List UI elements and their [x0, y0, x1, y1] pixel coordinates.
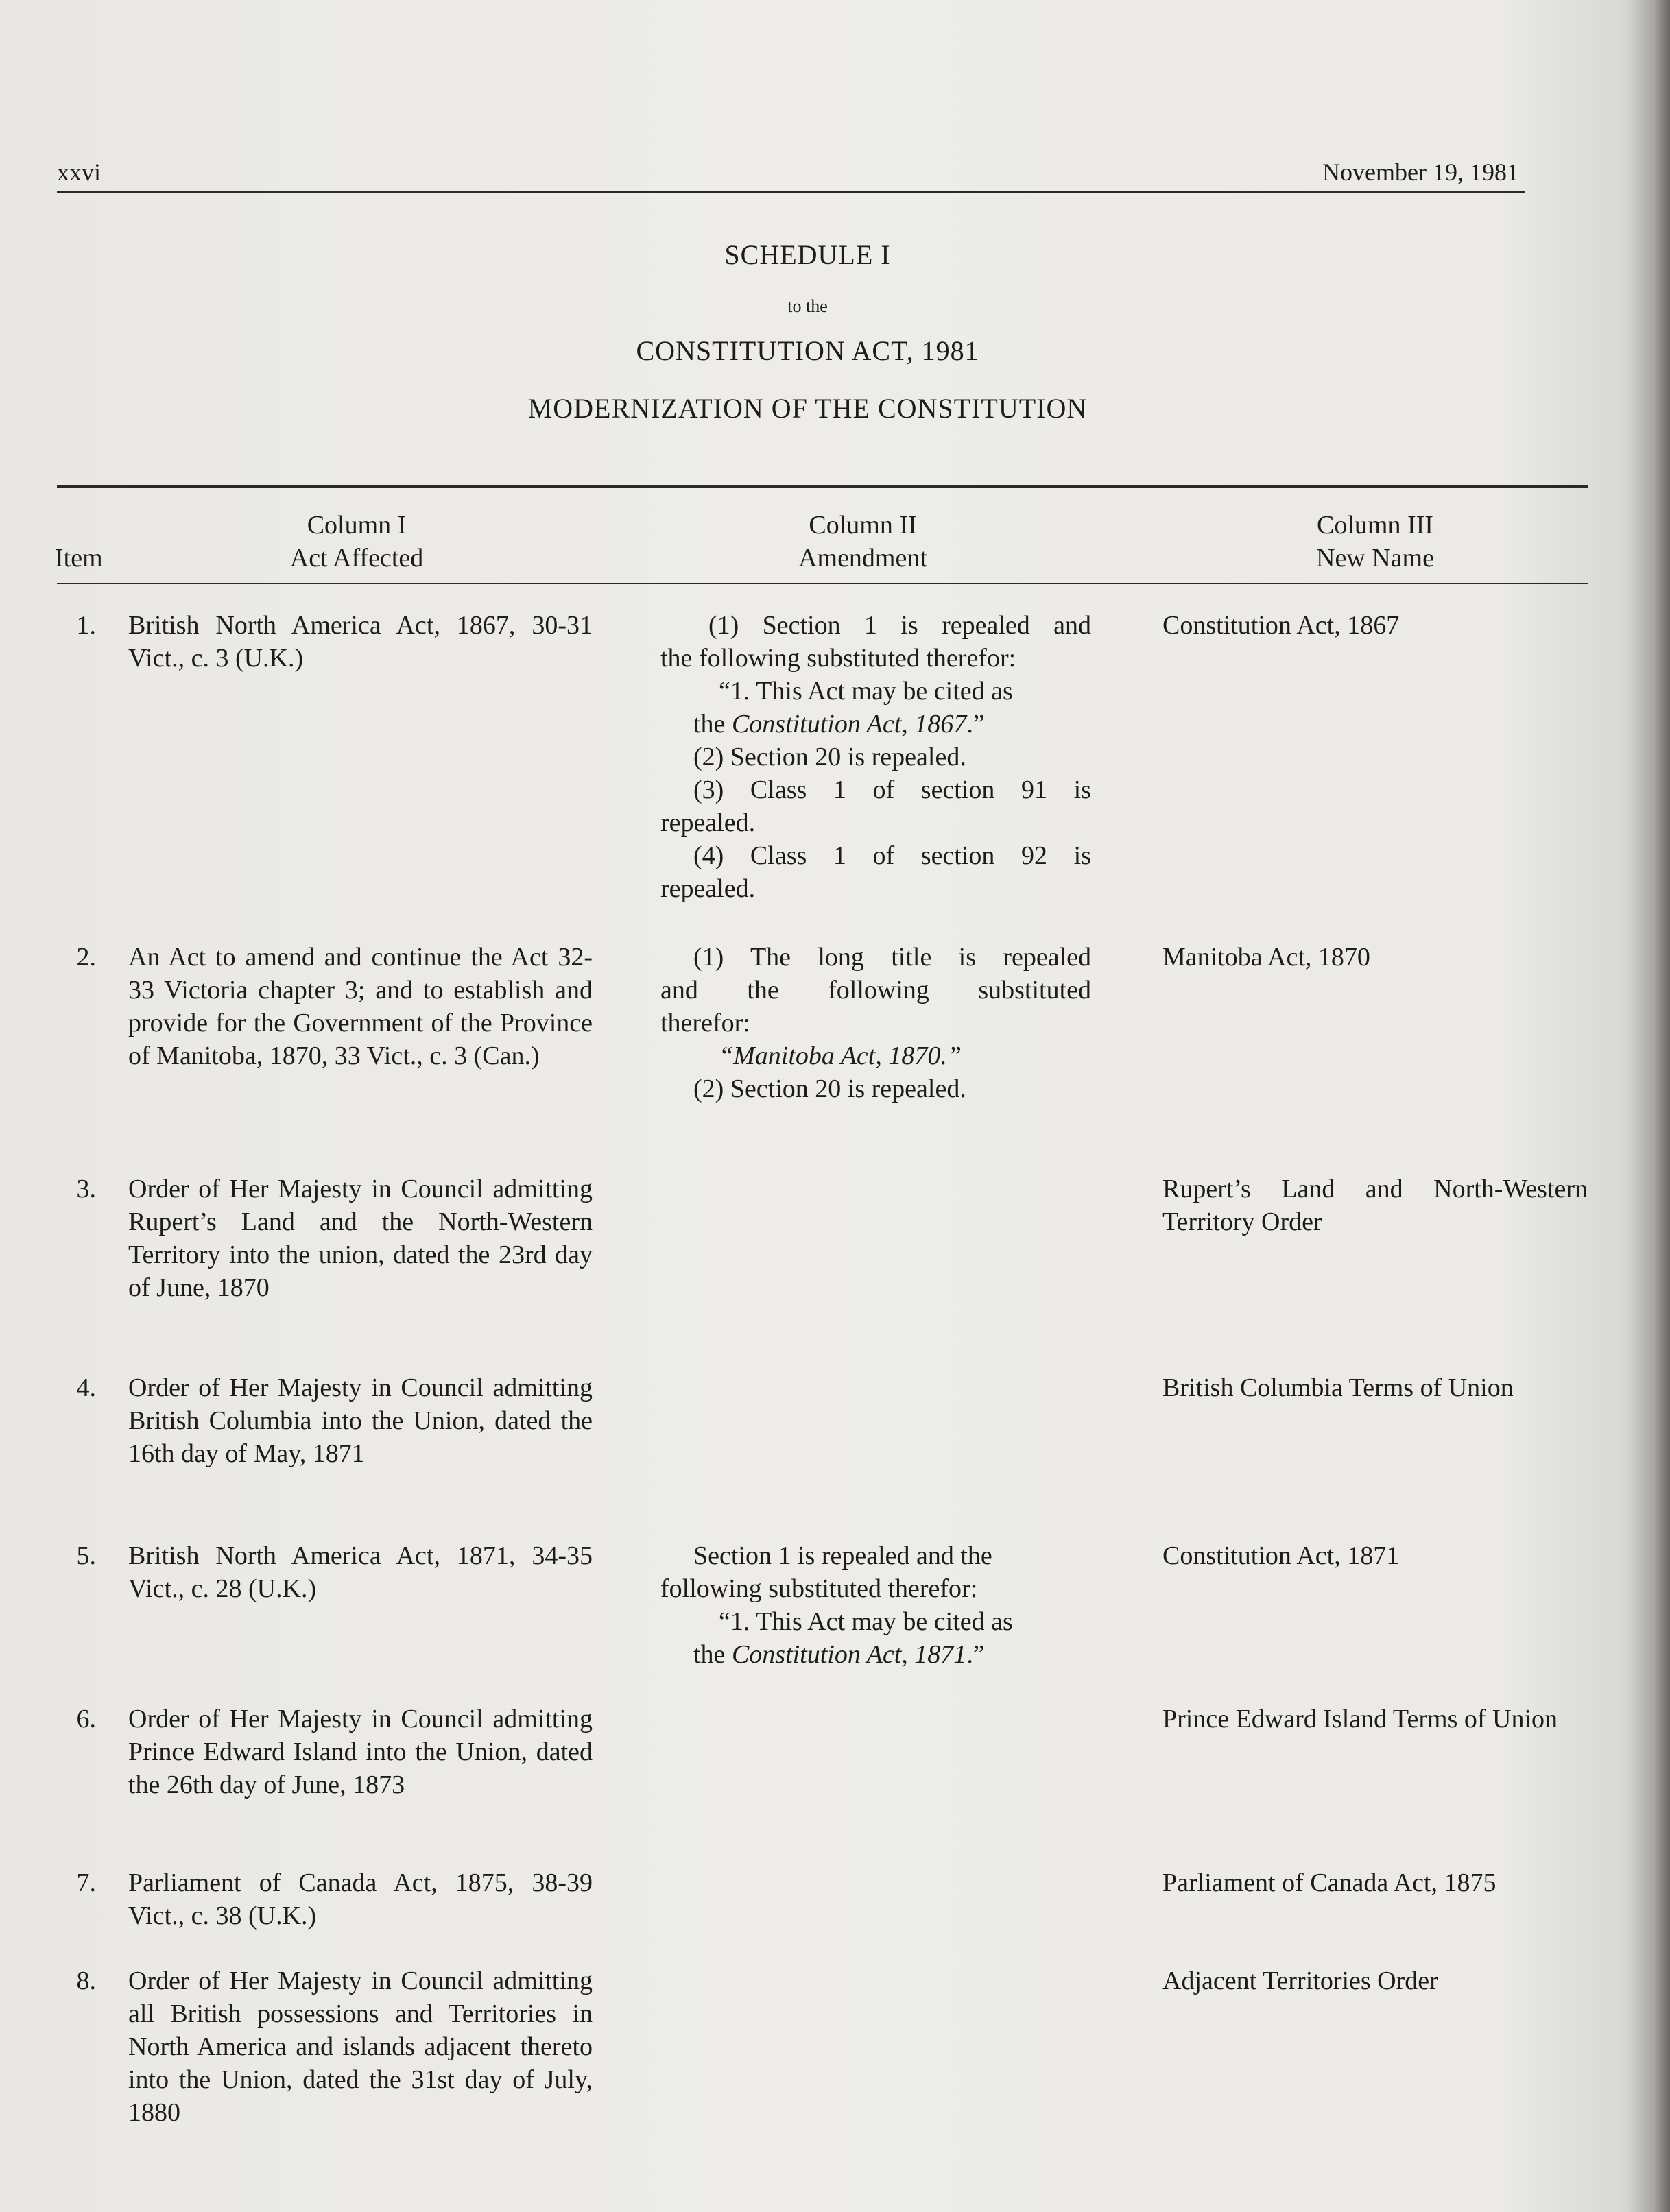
- item-number: 5.: [76, 1541, 96, 1570]
- column-header-label: Column III: [1317, 511, 1433, 540]
- new-name: Rupert’s Land and North-Western Territory Order: [1162, 1175, 1588, 1236]
- amendment-line: therefor:: [660, 1009, 750, 1037]
- new-name: Manitoba Act, 1870: [1162, 943, 1370, 972]
- new-name: British Columbia Terms of Union: [1162, 1373, 1514, 1402]
- amendment-line: [660, 1638, 1091, 1671]
- new-name: Constitution Act, 1871: [1162, 1541, 1400, 1570]
- item-number: 6.: [76, 1705, 96, 1733]
- item-number: 4.: [76, 1373, 96, 1402]
- amendment-line: (2) Section 20 is repealed.: [693, 743, 966, 771]
- amendment-line: [660, 708, 1091, 741]
- column-header-label: New Name: [1316, 544, 1434, 573]
- act-affected: British North America Act, 1867, 30-31 Vict., c. 3 (U.K.): [128, 611, 593, 673]
- column-header-amendment: [760, 509, 966, 575]
- item-number: 1.: [76, 611, 96, 640]
- column-header-label: Column II: [809, 511, 917, 540]
- act-affected: Order of Her Majesty in Council admitting Rupert’s Land and the North-Western Territory into the union, dated the 23rd day of June, 1870: [128, 1175, 593, 1302]
- new-name: Prince Edward Island Terms of Union: [1162, 1705, 1558, 1733]
- amendment-text: .”: [966, 1640, 985, 1669]
- page-date: November 19, 1981: [1322, 158, 1519, 186]
- amendment-line: and the following substituted: [660, 976, 1091, 1005]
- amendment-italic: Constitution Act, 1867: [731, 710, 967, 738]
- schedule-title: SCHEDULE I: [724, 239, 891, 270]
- item-number: 3.: [76, 1175, 96, 1203]
- amendment-line: repealed.: [660, 874, 756, 903]
- amendment-line: (4) Class 1 of section 92 is: [693, 841, 1091, 870]
- amendment-line: repealed.: [660, 808, 756, 837]
- schedule-to-the: to the: [787, 296, 828, 316]
- amendment-text: the: [693, 1640, 732, 1669]
- column-header-item: Item: [55, 544, 103, 573]
- table-top-rule: [57, 485, 1588, 488]
- header-bottom-rule: [57, 583, 1588, 584]
- amendment-text: the: [693, 710, 732, 738]
- act-affected: Order of Her Majesty in Council admitting British Columbia into the Union, dated the 16th day of May, 1871: [128, 1373, 593, 1468]
- column-header-new-name: [1272, 509, 1478, 575]
- amendment-line: (2) Section 20 is repealed.: [693, 1074, 966, 1103]
- header-rule: [57, 191, 1525, 193]
- act-affected: Parliament of Canada Act, 1875, 38-39 Vict., c. 38 (U.K.): [128, 1868, 593, 1930]
- amendment-line: (1) Section 1 is repealed and: [708, 611, 1091, 640]
- amendment-line: Section 1 is repealed and the: [693, 1541, 992, 1570]
- page-header: [57, 158, 1519, 191]
- page-number: xxvi: [57, 158, 102, 186]
- column-header-label: Act Affected: [289, 544, 424, 573]
- column-header-act-affected: [261, 509, 453, 575]
- amendment-line: following substituted therefor:: [660, 1574, 978, 1603]
- amendment-text: .”: [966, 710, 985, 738]
- amendment: [660, 941, 1091, 1105]
- amendment-italic: Constitution Act, 1871: [731, 1640, 967, 1669]
- new-name: Adjacent Territories Order: [1162, 1967, 1438, 1995]
- act-affected: An Act to amend and continue the Act 32-33 Victoria chapter 3; and to establish and provide for the Government of the Province of Manitoba, 1870, 33 Vict., c. 3 (Can.): [128, 943, 593, 1070]
- amendment-line: (3) Class 1 of section 91 is: [693, 776, 1091, 804]
- amendment: [660, 1539, 1091, 1671]
- item-number: 7.: [76, 1868, 96, 1897]
- amendment-line: (1) The long title is repealed: [693, 943, 1091, 972]
- act-affected: British North America Act, 1871, 34-35 Vict., c. 28 (U.K.): [128, 1541, 593, 1603]
- new-name: Constitution Act, 1867: [1162, 611, 1400, 640]
- act-affected: Order of Her Majesty in Council admitting all British possessions and Territories in North America and islands adjacent thereto into the Union, dated the 31st day of July, 1880: [128, 1967, 593, 2127]
- amendment-line: “Manitoba Act, 1870.”: [719, 1042, 962, 1070]
- act-affected: Order of Her Majesty in Council admitting Prince Edward Island into the Union, dated the 26th day of June, 1873: [128, 1705, 593, 1799]
- amendment-line: “1. This Act may be cited as: [719, 1607, 1013, 1636]
- page-edge-shadow: [1629, 0, 1670, 2212]
- amendment-line: “1. This Act may be cited as: [719, 677, 1013, 706]
- item-number: 2.: [76, 943, 96, 972]
- amendment: [660, 609, 1091, 905]
- act-title: CONSTITUTION ACT, 1981: [636, 335, 979, 366]
- new-name: Parliament of Canada Act, 1875: [1162, 1868, 1496, 1897]
- schedule-subtitle: MODERNIZATION OF THE CONSTITUTION: [527, 393, 1088, 424]
- item-number: 8.: [76, 1967, 96, 1995]
- column-header-label: Column I: [307, 511, 407, 540]
- amendment-line: the following substituted therefor:: [660, 644, 1016, 673]
- column-header-label: Amendment: [798, 544, 927, 573]
